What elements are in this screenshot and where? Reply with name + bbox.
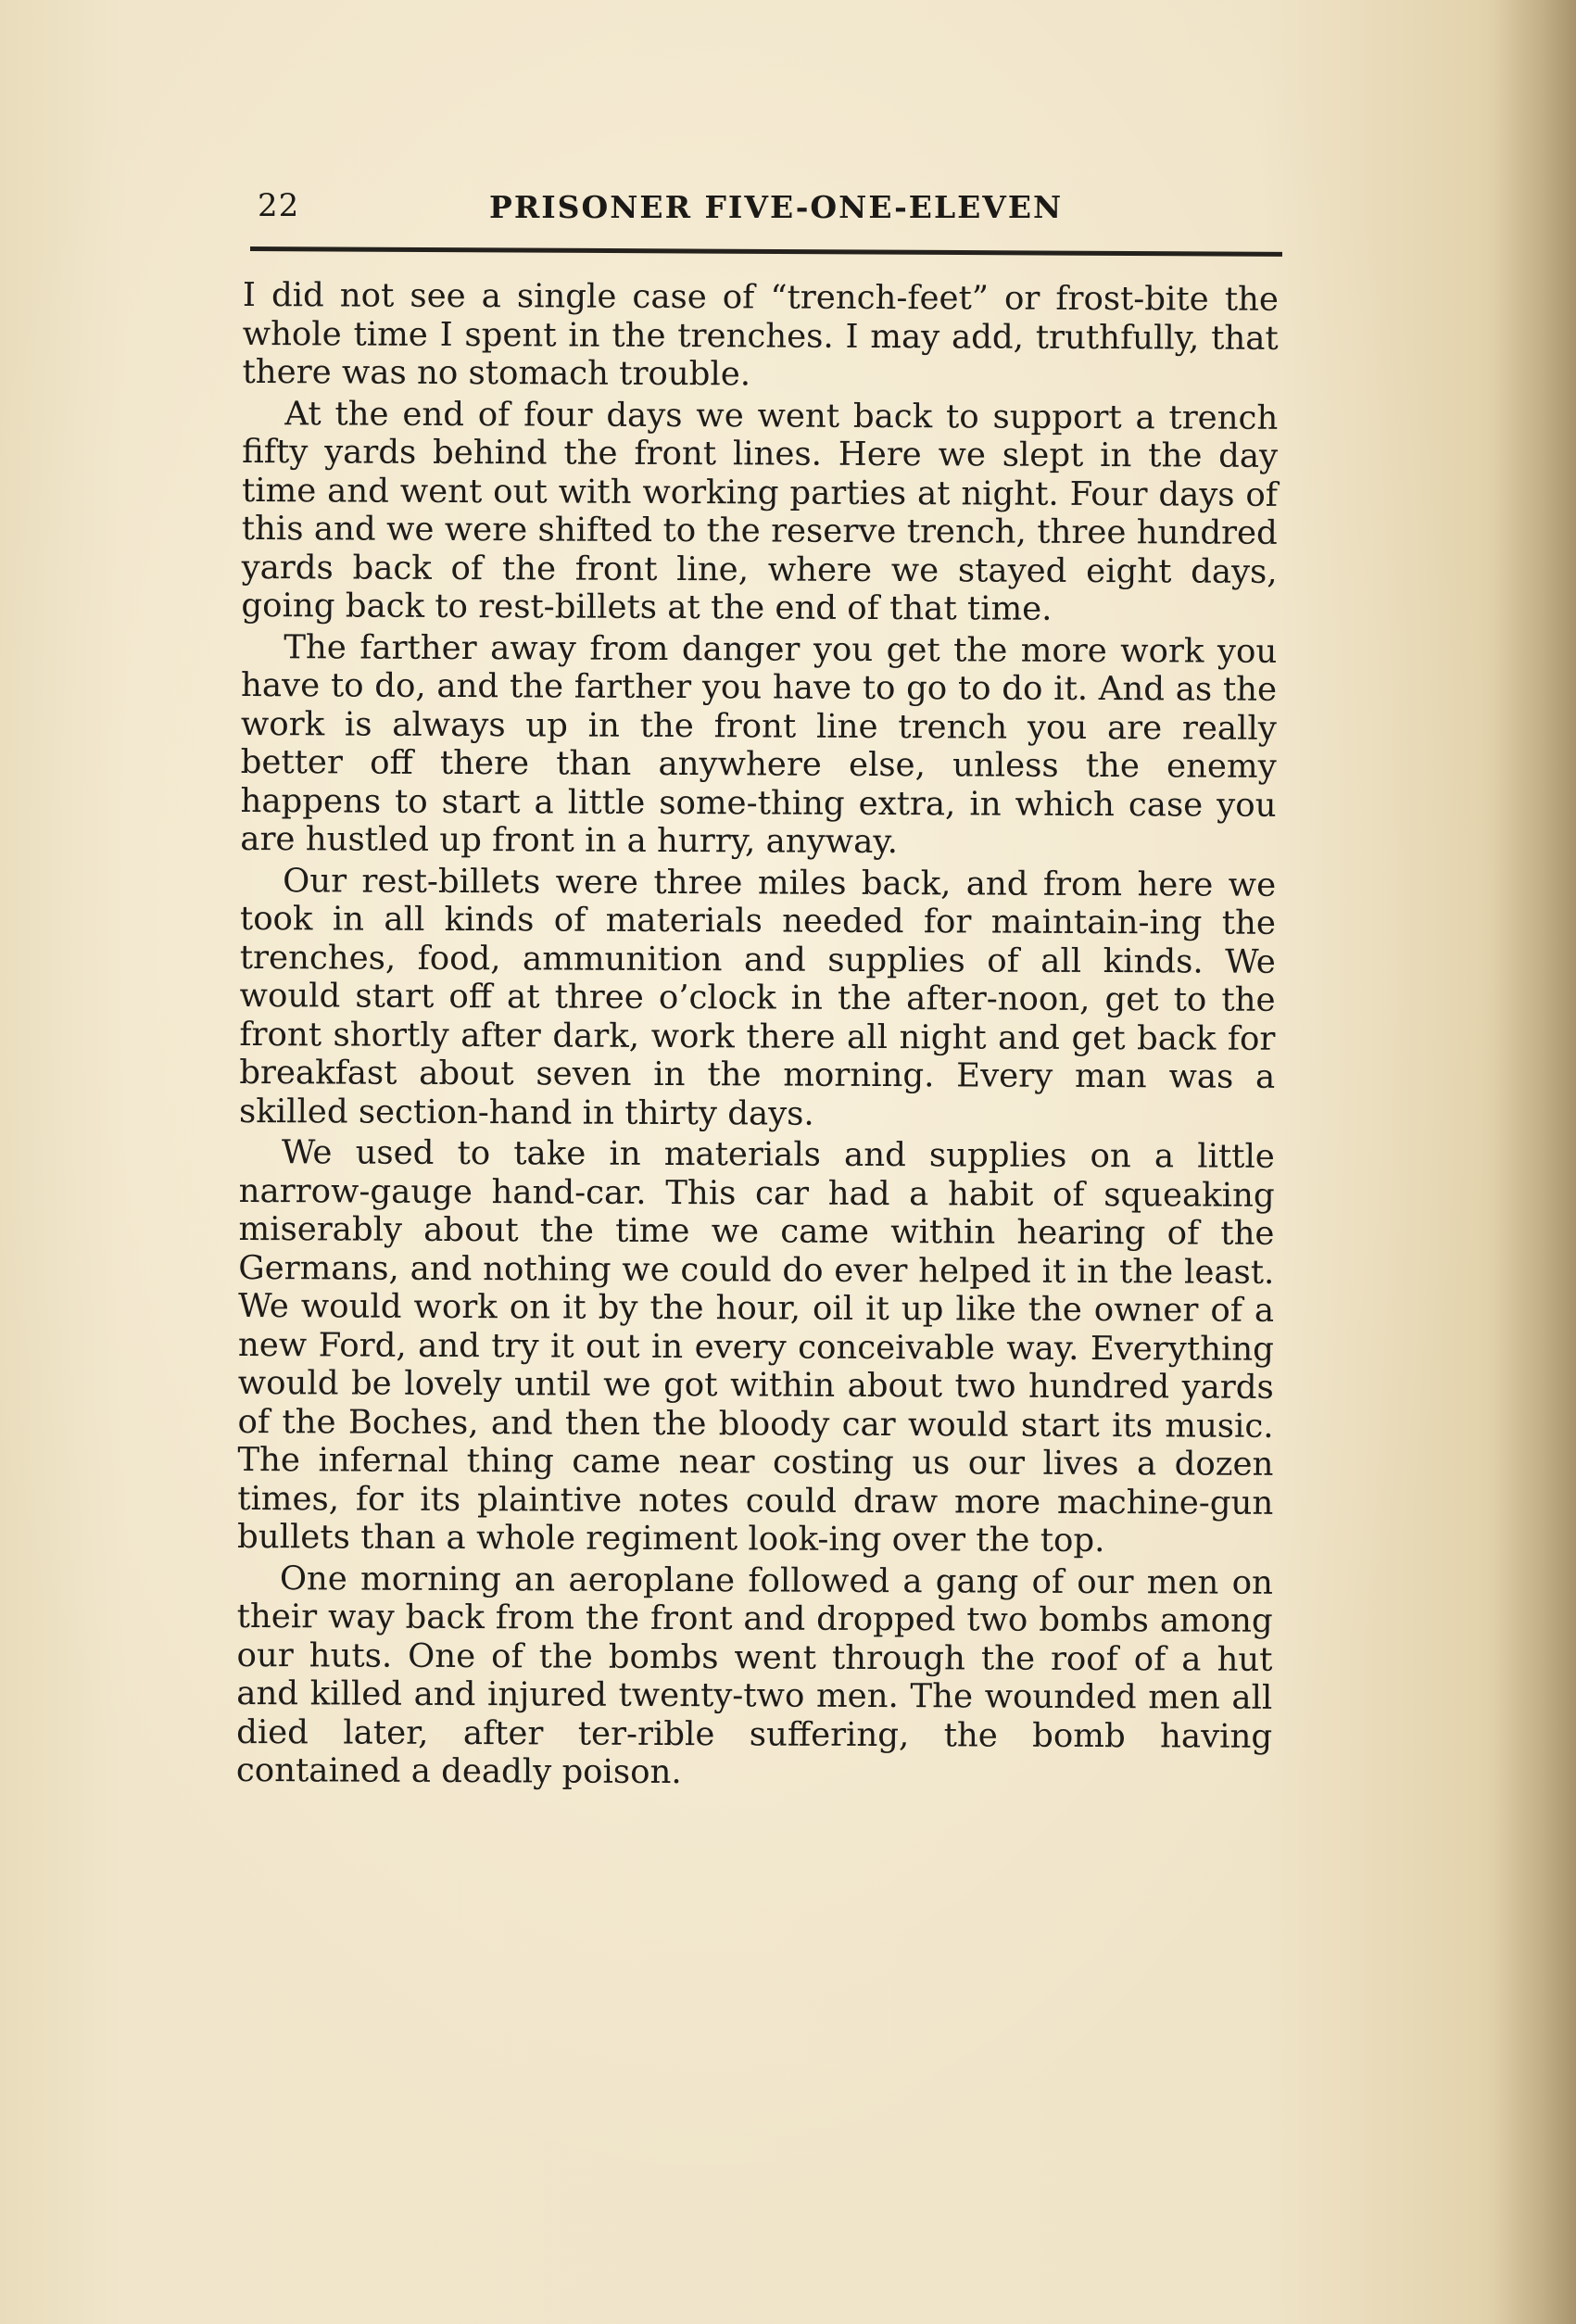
paragraph-2: At the end of four days we went back to support a trench fifty yards behind the front lines. Here we slept in the day time and went out with working parties at night. Four days of this and we were shifted to the reserve trench, three hundred yards back of the front line, where we stayed eight days, going back to rest-billets at the end of that time. xyxy=(241,394,1279,628)
paragraph-3: The farther away from danger you get the more work you have to do, and the farther you have to go to do it. And as the work is always up in the front line trench you are really better off there than anywhere else, unless the enemy happens to start a little some-thing extra, in which case you are hustled up front in a hurry, anyway. xyxy=(240,627,1278,862)
header-rule xyxy=(250,246,1282,257)
paragraph-4: Our rest-billets were three miles back, and from here we took in all kinds of materials needed for maintain-ing the trenches, food, ammunition and supplies of all kinds. We would start off at three o’clock in the after-noon, get to the front shortly after dark, work there all night and get back for breakfast about seven in the morning. Every man was a skilled section-hand in thirty days. xyxy=(238,861,1277,1133)
body-text xyxy=(234,276,1279,2097)
page-number: 22 xyxy=(258,187,300,224)
paragraph-6: One morning an aeroplane followed a gang of our men on their way back from the front and dropped two bombs among our huts. One of the bombs went through the roof of a hut and killed and injured twenty-two men. The wounded men all died later, after ter-rible suffering, the bomb having contained a deadly poison. xyxy=(235,1559,1273,1792)
paragraph-5: We used to take in materials and supplies on a little narrow-gauge hand-car. This car had a habit of squeaking miserably about the time we came within hearing of the Germans, and nothing we could do ever helped it in the least. We would work on it by the hour, oil it up like the owner of a new Ford, and try it out in every conceivable way. Everything would be lovely until we got within about two hundred yards of the Boches, and then the bloody car would start its music. The infernal thing came near costing us our lives a dozen times, for its plaintive notes could draw more machine-gun bullets than a whole regiment look-ing over the top. xyxy=(236,1133,1275,1560)
paragraph-1: I did not see a single case of “trench-feet” or frost-bite the whole time I spent in the trenches. I may add, truthfully, that there was no stomach trouble. xyxy=(242,276,1279,394)
spine-shadow xyxy=(1493,0,1576,2324)
running-head: PRISONER FIVE-ONE-ELEVEN xyxy=(489,189,1064,225)
page-header xyxy=(258,187,1284,234)
